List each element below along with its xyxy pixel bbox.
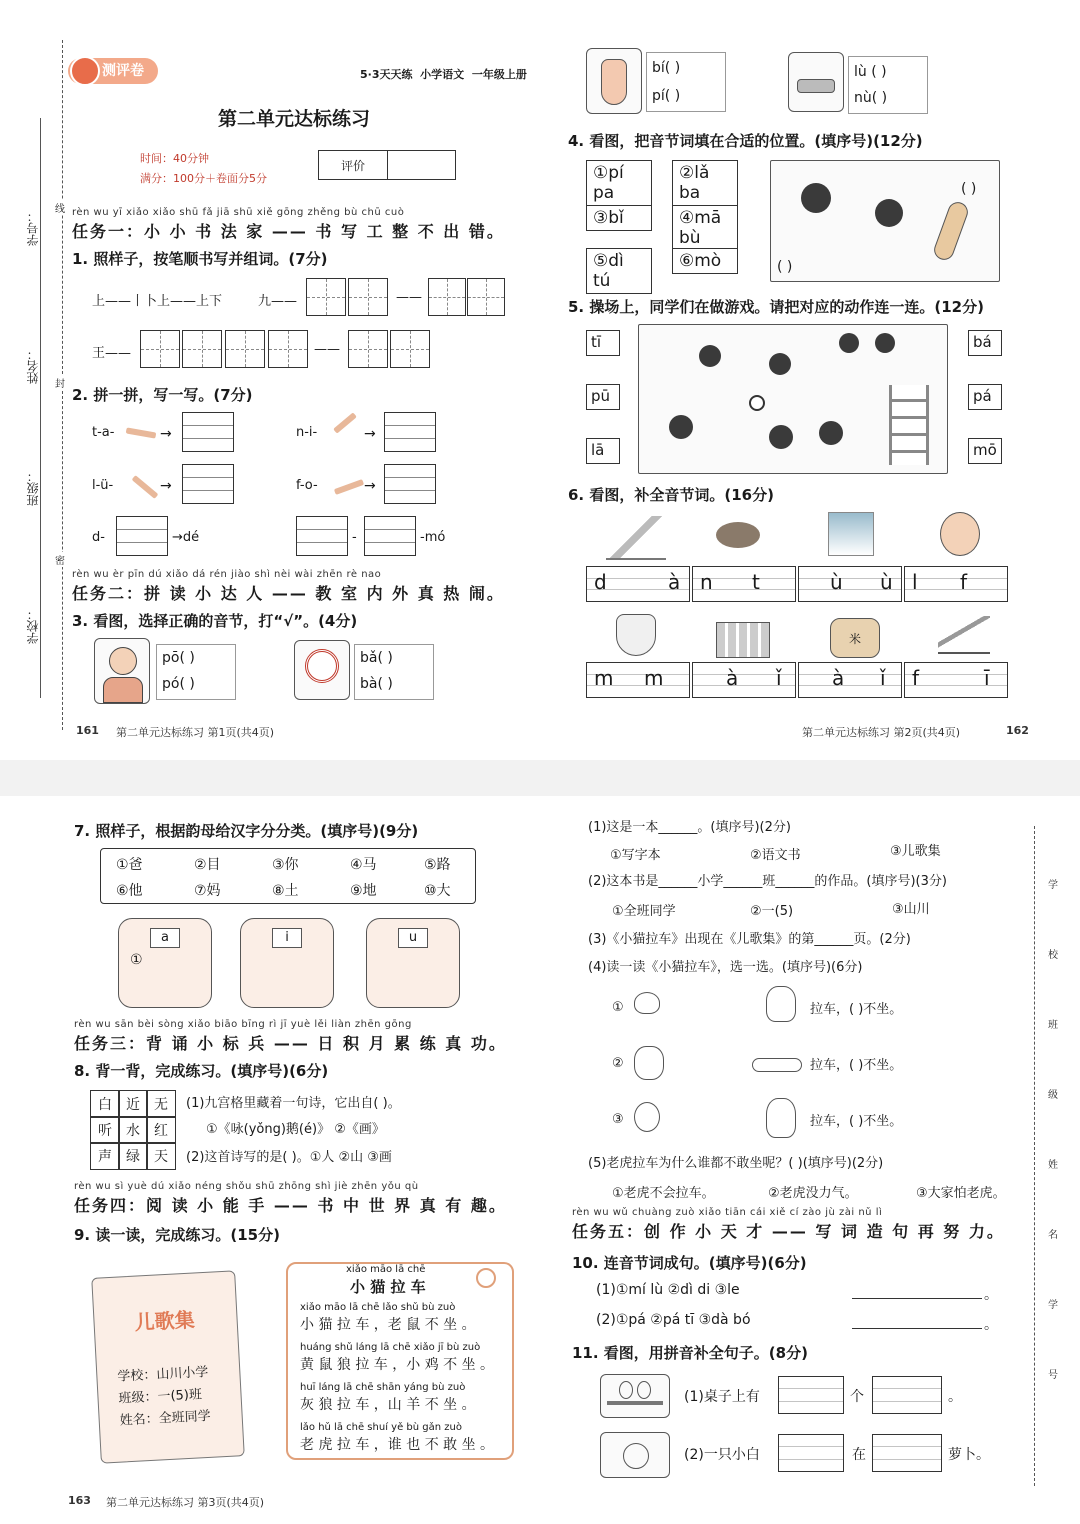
barber-picture: [940, 512, 980, 556]
pipa-icon: [931, 199, 970, 262]
q4-option: ②lǎ ba: [672, 160, 738, 206]
q6-row2-box[interactable]: [798, 662, 902, 698]
q1-char-wang: 王——: [92, 346, 132, 361]
sidebar-char: 学: [1048, 880, 1058, 891]
poem-line: 老 虎 拉 车 ，谁 也 不 敢 坐 。: [300, 1437, 495, 1453]
task-1-pinyin: rèn wu yī xiǎo xiǎo shū fǎ jiā shū xiě gōng zhěng bù chū cuò: [72, 207, 405, 218]
badge-face-icon: [70, 56, 100, 86]
footer-page-number: 162: [1006, 724, 1029, 737]
footer-page-number: 161: [76, 724, 99, 737]
time-info: 时间：40分钟: [140, 152, 209, 165]
badge-text: 测评卷: [102, 63, 144, 79]
poem-line-pinyin: huáng shǔ láng lā chē xiǎo jī bù zuò: [300, 1342, 481, 1353]
child-icon: [669, 415, 693, 439]
q10-answer-line[interactable]: [852, 1298, 982, 1299]
answer-paren: ( ): [961, 181, 977, 197]
q1-grid-cell[interactable]: [348, 330, 388, 368]
target-icon: [305, 649, 339, 683]
p4-row-number: ③: [612, 1112, 624, 1127]
p4-q5-option: ②老虎没力气。: [768, 1186, 858, 1201]
task-5-title: 任务五：创 作 小 天 才 —— 写 词 造 句 再 努 力。: [572, 1222, 1005, 1241]
car-icon: [797, 79, 835, 93]
task-2-pinyin: rèn wu èr pīn dú xiǎo dá rén jiào shì nèi wài zhēn rè nao: [72, 569, 382, 580]
question-10: 10. 连音节词成句。(填序号)(6分): [572, 1254, 807, 1272]
q2-item: l-ü-: [92, 478, 114, 493]
poem-line-pinyin: xiǎo māo lā chē lǎo shǔ bù zuò: [300, 1302, 456, 1313]
q8-grid-cell: 听: [90, 1116, 120, 1144]
q2-item: f-o-: [296, 478, 318, 493]
cut-line: [1034, 826, 1035, 1486]
q6-letter: m: [594, 666, 614, 690]
q5-right-option[interactable]: mō: [968, 438, 1002, 464]
p4-q1-option: ②语文书: [750, 848, 801, 863]
arrow-icon: →: [160, 478, 172, 494]
sidebar-school: 学校：: [26, 608, 40, 644]
pencil-icon: [126, 427, 157, 438]
q1-example: 上——丨卜上——上下: [92, 294, 223, 309]
q7-char: ⑥他: [116, 883, 143, 899]
playground-picture: [638, 324, 948, 474]
q3-option[interactable]: pó( ): [162, 676, 195, 692]
question-11: 11. 看图，用拼音补全句子。(8分): [572, 1344, 808, 1362]
ladder-icon: [889, 385, 929, 465]
q1-grid-cell[interactable]: [182, 330, 222, 368]
poem-line: 小 猫 拉 车 ，老 鼠 不 坐 。: [300, 1317, 476, 1333]
q4-option: ①pí pa: [586, 160, 652, 206]
sidebar-student-id: 学号：: [26, 210, 40, 246]
answer-paren: ( ): [777, 259, 793, 275]
q4-option: ④mā bù: [672, 205, 738, 251]
score-info: 满分：100分＋卷面分5分: [140, 172, 267, 185]
sidebar-char: 班: [1048, 1020, 1058, 1031]
q2-de: →dé: [172, 530, 200, 545]
q2-item: d-: [92, 530, 105, 545]
p4-row: 拉车，( )不坐。: [810, 1114, 903, 1129]
child-icon: [839, 333, 859, 353]
task-4-pinyin: rèn wu sì yuè dú xiǎo néng shǒu shū zhōng shì jiè zhēn yǒu qù: [74, 1181, 419, 1192]
q11-answer-box[interactable]: [872, 1434, 942, 1472]
q3-option[interactable]: bǎ( ): [360, 650, 393, 666]
teacher-picture: [94, 638, 150, 704]
q6-letter: à: [668, 570, 681, 594]
sidebar-char: 校: [1048, 950, 1058, 961]
question-2: 2. 拼一拼，写一写。(7分): [72, 386, 253, 404]
p4-q2-option: ①全班同学: [612, 904, 676, 919]
q1-grid-cell[interactable]: [140, 330, 180, 368]
song-book: [91, 1270, 245, 1463]
q11-answer-box[interactable]: [872, 1376, 942, 1414]
q6-letter: à: [832, 666, 845, 690]
nose-picture: [586, 48, 642, 114]
p4-question-1: (1)这是一本______。(填序号)(2分): [588, 820, 791, 835]
task-4: [74, 1180, 507, 1216]
pear-icon: [619, 1381, 633, 1399]
child-icon: [699, 345, 721, 367]
task-3: [74, 1018, 507, 1054]
series-label: 5·3天天练: [360, 68, 413, 81]
q5-left-option[interactable]: tī: [586, 330, 620, 356]
child-icon: [875, 333, 895, 353]
q2-answer-box[interactable]: [384, 412, 436, 452]
child-icon: [801, 183, 831, 213]
mouse-icon: [634, 992, 660, 1014]
spread-divider: [0, 760, 1080, 796]
q10-item: (1)①mí lù ②dì di ③le: [596, 1282, 740, 1298]
page-2: [540, 0, 1080, 760]
q7-char: ⑩大: [424, 883, 451, 899]
road-picture: [788, 52, 844, 112]
q2-answer-box[interactable]: [384, 464, 436, 504]
q6-letter: à: [726, 666, 739, 690]
fruit-table-picture: [600, 1374, 670, 1418]
q11-sentence-1a: (1)桌子上有: [684, 1389, 760, 1405]
page-1: [0, 0, 540, 760]
q7-char: ①爸: [116, 857, 143, 873]
table-icon: [607, 1401, 663, 1405]
sprout-picture: [716, 522, 760, 548]
question-3: 3. 看图，选择正确的音节，打“√”。(4分): [72, 612, 358, 630]
target-picture: [294, 640, 350, 700]
task-2-title: 任务二：拼 读 小 达 人 —— 教 室 内 外 真 热 闹。: [72, 584, 505, 603]
sidebar-char: 名: [1048, 1230, 1058, 1241]
p4-row: 拉车，( )不坐。: [810, 1058, 903, 1073]
footer-label: 第二单元达标练习 第1页(共4页): [116, 726, 275, 739]
q2-item: n-i-: [296, 425, 318, 440]
weasel-icon: [752, 1058, 802, 1072]
q10-answer-line[interactable]: [852, 1328, 982, 1329]
page-4: [540, 796, 1080, 1524]
book-name: 姓名：全班同学: [119, 1408, 212, 1429]
q7-char: ④马: [350, 857, 377, 873]
q11-answer-box[interactable]: [778, 1376, 844, 1414]
child-icon: [769, 425, 793, 449]
q6-letter: ù: [830, 570, 843, 594]
q8-part1: (1)九宫格里藏着一句诗，它出自( )。: [186, 1096, 401, 1111]
task-5-pinyin: rèn wu wǔ chuàng zuò xiǎo tiān cái xiě cí zào jù zài nǔ lì: [572, 1207, 883, 1218]
goat-icon: [634, 1046, 664, 1080]
poem-title: 小 猫 拉 车: [350, 1278, 426, 1296]
sidebar-char: 级: [1048, 1090, 1058, 1101]
arrow-icon: →: [364, 478, 376, 494]
p4-question-3: (3)《小猫拉车》出现在《儿歌集》的第______页。(2分): [588, 932, 911, 947]
chick-icon: [634, 1102, 660, 1132]
task-3-title: 任务三：背 诵 小 标 兵 —— 日 积 月 累 练 真 功。: [74, 1034, 507, 1053]
rice-bag-picture: [830, 618, 880, 658]
q7-char: ⑧土: [272, 883, 299, 899]
sidebar-mark-seal: 封: [55, 375, 65, 390]
rocking-horse-picture: [616, 614, 656, 656]
q6-letter: l: [912, 570, 918, 594]
page-title: 第二单元达标练习: [218, 108, 371, 130]
q8-grid-cell: 无: [146, 1090, 176, 1118]
footer-label: 第二单元达标练习 第2页(共4页): [802, 726, 961, 739]
q1-dash: ——: [314, 342, 340, 357]
q6-letter: t: [752, 570, 760, 594]
q5-right-option[interactable]: pá: [968, 384, 1002, 410]
book-title: 儿歌集: [134, 1307, 196, 1335]
cat-icon: [766, 986, 796, 1022]
question-8: 8. 背一背，完成练习。(填序号)(6分): [74, 1062, 329, 1080]
p4-question-5: (5)老虎拉车为什么谁都不敢坐呢？( )(填序号)(2分): [588, 1156, 884, 1171]
question-5: 5. 操场上，同学们在做游戏。请把对应的动作连一连。(12分): [568, 298, 984, 316]
p4-q1-option: ①写字本: [610, 848, 661, 863]
task-3-pinyin: rèn wu sān bèi sòng xiǎo biāo bīng rì jī yuè lěi liàn zhēn gōng: [74, 1019, 412, 1030]
wolf-icon: [766, 1098, 796, 1138]
task-1-title: 任务一：小 小 书 法 家 —— 书 写 工 整 不 出 错。: [72, 222, 505, 241]
waterfall-picture: [828, 512, 874, 556]
sidebar-char: 学: [1048, 1300, 1058, 1311]
q1-grid-cell[interactable]: [306, 278, 346, 316]
q2-item: t-a-: [92, 425, 115, 440]
q6-letter: ǐ: [880, 666, 886, 690]
q11-sentence-2b: 在: [852, 1447, 866, 1463]
task-4-title: 任务四：阅 读 小 能 手 —— 书 中 世 界 真 有 趣。: [74, 1196, 507, 1215]
question-4: 4. 看图，把音节词填在合适的位置。(填序号)(12分): [568, 132, 923, 150]
q3-option[interactable]: bà( ): [360, 676, 393, 692]
q7-vowel-label: i: [272, 928, 302, 948]
q6-letter: ǐ: [776, 666, 782, 690]
sidebar-mark-secret: 密: [55, 552, 65, 567]
p4-row-number: ①: [612, 1000, 624, 1015]
q8-grid-cell: 白: [90, 1090, 120, 1118]
p4-q5-option: ①老虎不会拉车。: [612, 1186, 715, 1201]
q11-period: 。: [948, 1389, 962, 1405]
rabbit-picture: [600, 1432, 670, 1478]
crayons-picture: [716, 622, 770, 658]
q6-letter: f: [912, 666, 920, 690]
q10-item: (2)①pá ②pá tī ③dà bó: [596, 1312, 751, 1328]
poem-line-pinyin: lǎo hǔ lā chē shuí yě bù gǎn zuò: [300, 1422, 462, 1433]
q11-answer-box[interactable]: [778, 1434, 844, 1472]
task-5: [572, 1206, 1005, 1242]
book-class: 班级：一(5)班: [118, 1387, 203, 1407]
q1-char-jiu: 九——: [258, 294, 298, 309]
q8-grid-cell: 天: [146, 1142, 176, 1170]
q7-char: ⑦妈: [194, 883, 221, 899]
top-option[interactable]: pí( ): [652, 88, 681, 104]
q8-grid-cell: 水: [118, 1116, 148, 1144]
q11-sentence-1b: 个: [850, 1389, 864, 1405]
p4-question-2: (2)这本书是______小学______班______的作品。(填序号)(3分): [588, 874, 947, 889]
q6-letter: ù: [880, 570, 893, 594]
q8-grid-cell: 近: [118, 1090, 148, 1118]
q8-grid-cell: 红: [146, 1116, 176, 1144]
q6-letter: n: [700, 570, 713, 594]
q7-example: ①: [130, 952, 143, 968]
q10-period: 。: [984, 1287, 998, 1303]
arrow-icon: →: [364, 426, 376, 442]
q2-answer-box[interactable]: [182, 464, 234, 504]
q7-vowel-label: a: [150, 928, 180, 948]
escalator-picture: [938, 616, 990, 654]
question-7: 7. 照样子，根据韵母给汉字分分类。(填序号)(9分): [74, 822, 419, 840]
nose-icon: [601, 59, 627, 105]
q6-row1-box[interactable]: [904, 566, 1008, 602]
poem-line: 灰 狼 拉 车 ，山 羊 不 坐 。: [300, 1397, 476, 1413]
q2-dash: -: [352, 530, 357, 545]
q3-option[interactable]: pō( ): [162, 650, 195, 666]
p4-row: 拉车，( )不坐。: [810, 1002, 903, 1017]
page-3: [0, 796, 540, 1524]
q10-period: 。: [984, 1317, 998, 1333]
sidebar-char: 号: [1048, 1370, 1058, 1381]
pencil-icon: [334, 479, 364, 495]
task-1: [72, 206, 505, 242]
eval-label: 评价: [341, 159, 366, 173]
q6-row2-box[interactable]: [904, 662, 1008, 698]
poem-line: 黄 鼠 狼 拉 车 ，小 鸡 不 坐 。: [300, 1357, 495, 1373]
q1-grid-cell[interactable]: [390, 330, 430, 368]
sidebar-char: 姓: [1048, 1160, 1058, 1171]
q1-grid-cell[interactable]: [225, 330, 265, 368]
poem-title-pinyin: xiǎo māo lā chē: [346, 1264, 426, 1275]
poem-line-pinyin: huī láng lā chē shān yáng bù zuò: [300, 1382, 466, 1393]
q2-answer-box[interactable]: [182, 412, 234, 452]
q6-letter: m: [644, 666, 664, 690]
top-option[interactable]: bí( ): [652, 60, 681, 76]
question-6: 6. 看图，补全音节词。(16分): [568, 486, 774, 504]
p4-q2-option: ③山川: [892, 902, 930, 917]
eval-box: [318, 150, 456, 180]
q8-grid-cell: 绿: [118, 1142, 148, 1170]
q2-answer-box[interactable]: [116, 516, 168, 556]
fence-picture: [606, 516, 666, 560]
q2-answer-box[interactable]: [296, 516, 348, 556]
rabbit-icon: [623, 1443, 649, 1469]
p4-q1-option: ③儿歌集: [890, 844, 941, 859]
p4-question-4: (4)读一读《小猫拉车》，选一选。(填序号)(6分): [588, 960, 863, 975]
q4-option: ③bǐ: [586, 205, 652, 231]
q8-grid-cell: 声: [90, 1142, 120, 1170]
pear-icon: [637, 1381, 651, 1399]
q1-grid-cell[interactable]: [348, 278, 388, 316]
q7-char: ⑨地: [350, 883, 377, 899]
q5-left-option[interactable]: pū: [586, 384, 620, 410]
q8-part2: (2)这首诗写的是( )。①人 ②山 ③画: [186, 1150, 392, 1165]
q11-sentence-2c: 萝卜。: [948, 1447, 990, 1463]
footer-page-number: 163: [68, 1494, 91, 1507]
q11-sentence-2a: (2)一只小白: [684, 1447, 760, 1463]
q5-left-option[interactable]: lā: [586, 438, 620, 464]
q1-grid-cell[interactable]: [428, 278, 466, 316]
book-school: 学校：山川小学: [117, 1364, 209, 1385]
q1-grid-cell[interactable]: [268, 330, 308, 368]
subject-label: 小学语文: [420, 68, 465, 81]
question-9: 9. 读一读，完成练习。(15分): [74, 1226, 280, 1244]
classroom-picture: [770, 160, 1000, 282]
sidebar-mark-line: 线: [55, 200, 65, 215]
q1-grid-cell[interactable]: [467, 278, 505, 316]
top-option[interactable]: lù ( ): [854, 64, 887, 80]
grade-label: 一年级上册: [471, 68, 527, 81]
p4-q5-option: ③大家怕老虎。: [916, 1186, 1006, 1201]
child-icon: [769, 353, 791, 375]
face-icon: [109, 647, 137, 675]
q4-option: ⑥mò: [672, 248, 738, 274]
sidebar-name: 姓名：: [26, 348, 40, 384]
arrow-icon: →: [160, 426, 172, 442]
q6-letter: f: [960, 570, 968, 594]
sun-icon: [476, 1268, 496, 1288]
q8-part1-options: ①《咏(yǒng)鹅(é)》 ②《画》: [206, 1122, 385, 1137]
eval-divider: [387, 151, 388, 179]
body-icon: [103, 677, 143, 703]
p4-q2-option: ②一(5): [750, 904, 794, 919]
p4-row-number: ②: [612, 1056, 624, 1071]
q7-char: ②目: [194, 857, 221, 873]
pencil-icon: [132, 475, 159, 499]
ball-icon: [749, 395, 765, 411]
q6-letter: d: [594, 570, 607, 594]
q7-char: ③你: [272, 857, 299, 873]
question-1: 1. 照样子，按笔顺书写并组词。(7分): [72, 250, 328, 268]
q2-item: -mó: [420, 530, 446, 545]
q7-char: ⑤路: [424, 857, 451, 873]
q6-letter: ī: [984, 666, 990, 690]
rice-label: 米: [848, 632, 861, 646]
sidebar-class: 班级：: [26, 470, 40, 506]
q1-dash: ——: [396, 290, 422, 305]
top-option[interactable]: nù( ): [854, 90, 888, 106]
q4-option: ⑤dì tú: [586, 248, 652, 294]
q7-vowel-label: u: [398, 928, 428, 948]
check-pencil-icon: [333, 412, 357, 433]
child-icon: [875, 199, 903, 227]
q2-answer-box[interactable]: [364, 516, 416, 556]
footer-label: 第二单元达标练习 第3页(共4页): [106, 1496, 265, 1509]
series-header: [360, 66, 527, 82]
task-2: [72, 568, 505, 604]
child-icon: [819, 421, 843, 445]
q5-right-option[interactable]: bá: [968, 330, 1002, 356]
